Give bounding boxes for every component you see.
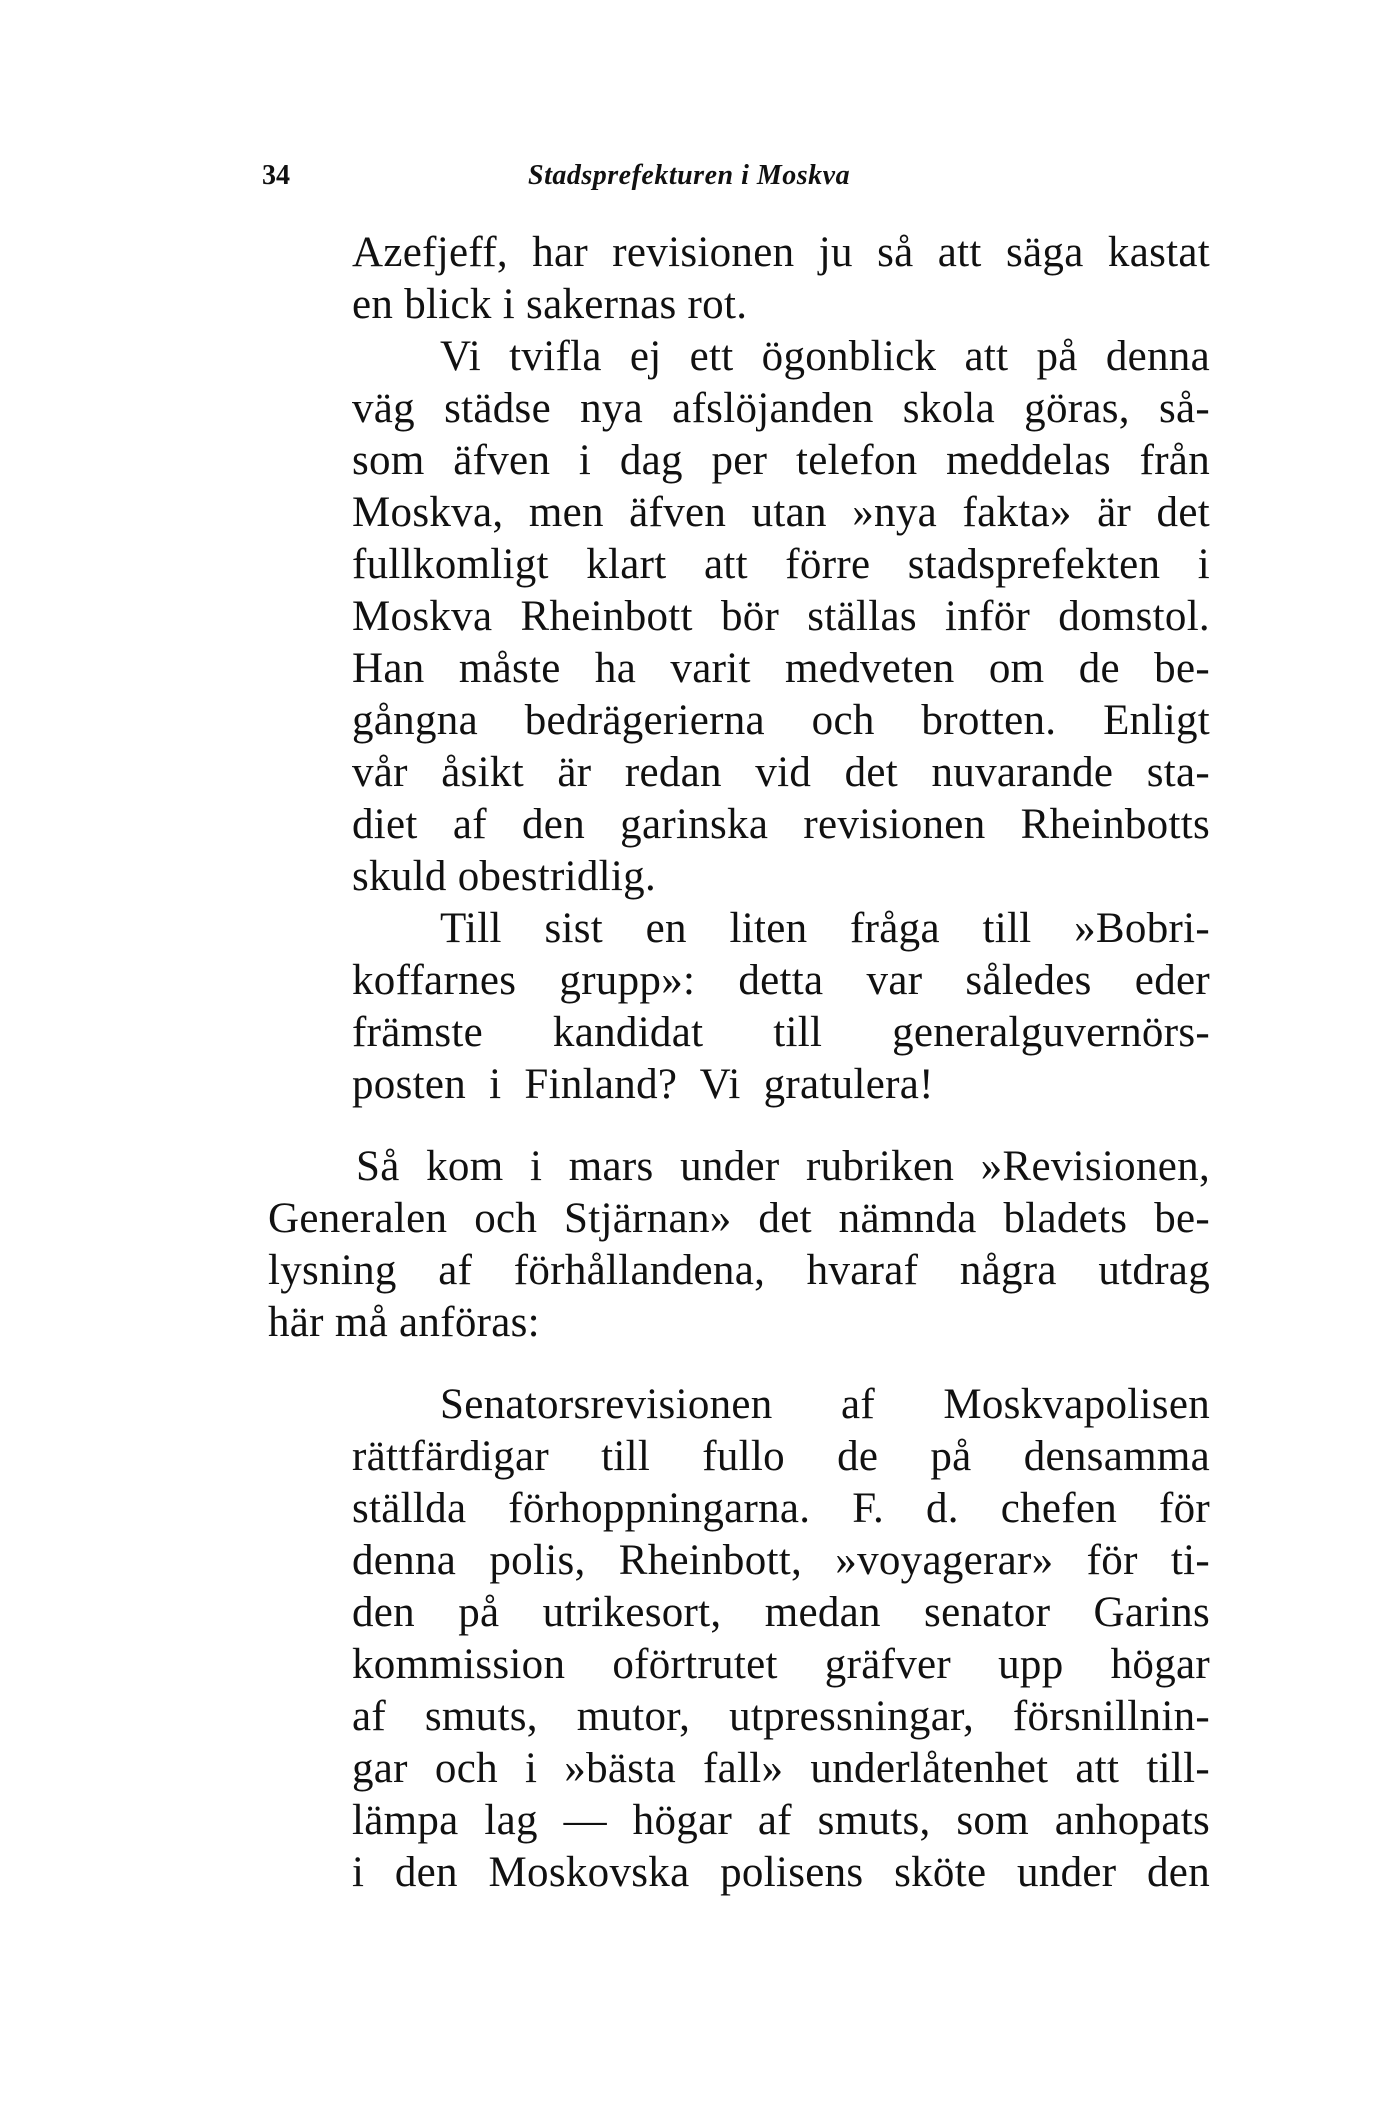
text-line: fullkomligt klart att förre stadsprefekten i <box>352 541 1210 588</box>
text-line: lysning af förhållandena, hvaraf några utdrag <box>268 1247 1210 1294</box>
text-line: Azefjeff, har revisionen ju så att säga kastat <box>352 229 1210 276</box>
text-line: Vi tvifla ej ett ögonblick att på denna <box>440 333 1210 380</box>
text-line: lämpa lag — högar af smuts, som anhopats <box>352 1797 1210 1844</box>
text-line: Generalen och Stjärnan» det nämnda bladets be- <box>268 1195 1210 1242</box>
text-line: kommission oförtrutet gräfver upp högar <box>352 1641 1210 1688</box>
text-line: Så kom i mars under rubriken »Revisionen, <box>356 1143 1210 1190</box>
text-line: ställda förhoppningarna. F. d. chefen för <box>352 1485 1210 1532</box>
text-line: gångna bedrägerierna och brotten. Enligt <box>352 697 1210 744</box>
running-head <box>262 160 1212 200</box>
text-line: denna polis, Rheinbott, »voyagerar» för ti- <box>352 1537 1210 1584</box>
text-line: vår åsikt är redan vid det nuvarande sta- <box>352 749 1210 796</box>
text-line: som äfven i dag per telefon meddelas från <box>352 437 1210 484</box>
text-line: den på utrikesort, medan senator Garins <box>352 1589 1210 1636</box>
text-line: koffarnes grupp»: detta var således eder <box>352 957 1210 1004</box>
text-line: i den Moskovska polisens sköte under den <box>352 1849 1210 1896</box>
text-line: väg städse nya afslöjanden skola göras, så- <box>352 385 1210 432</box>
page-number: 34 <box>262 160 290 191</box>
text-line: här må anföras: <box>268 1299 540 1346</box>
text-line: diet af den garinska revisionen Rheinbotts <box>352 801 1210 848</box>
text-line: Moskva, men äfven utan »nya fakta» är det <box>352 489 1210 536</box>
text-line: skuld obestridlig. <box>352 853 657 900</box>
text-line: Han måste ha varit medveten om de be- <box>352 645 1210 692</box>
text-line: rättfärdigar till fullo de på densamma <box>352 1433 1210 1480</box>
text-line: Senatorsrevisionen af Moskvapolisen <box>440 1381 1210 1428</box>
text-line: posten i Finland? Vi gratulera! <box>352 1061 934 1108</box>
text-line: främste kandidat till generalguvernörs- <box>352 1009 1210 1056</box>
text-line: gar och i »bästa fall» underlåtenhet att till- <box>352 1745 1210 1792</box>
text-line: af smuts, mutor, utpressningar, försnillnin- <box>352 1693 1210 1740</box>
running-title: Stadsprefekturen i Moskva <box>528 160 851 191</box>
text-line: Till sist en liten fråga till »Bobri- <box>440 905 1210 952</box>
text-line: en blick i sakernas rot. <box>352 281 748 328</box>
text-line: Moskva Rheinbott bör ställas inför domstol. <box>352 593 1210 640</box>
